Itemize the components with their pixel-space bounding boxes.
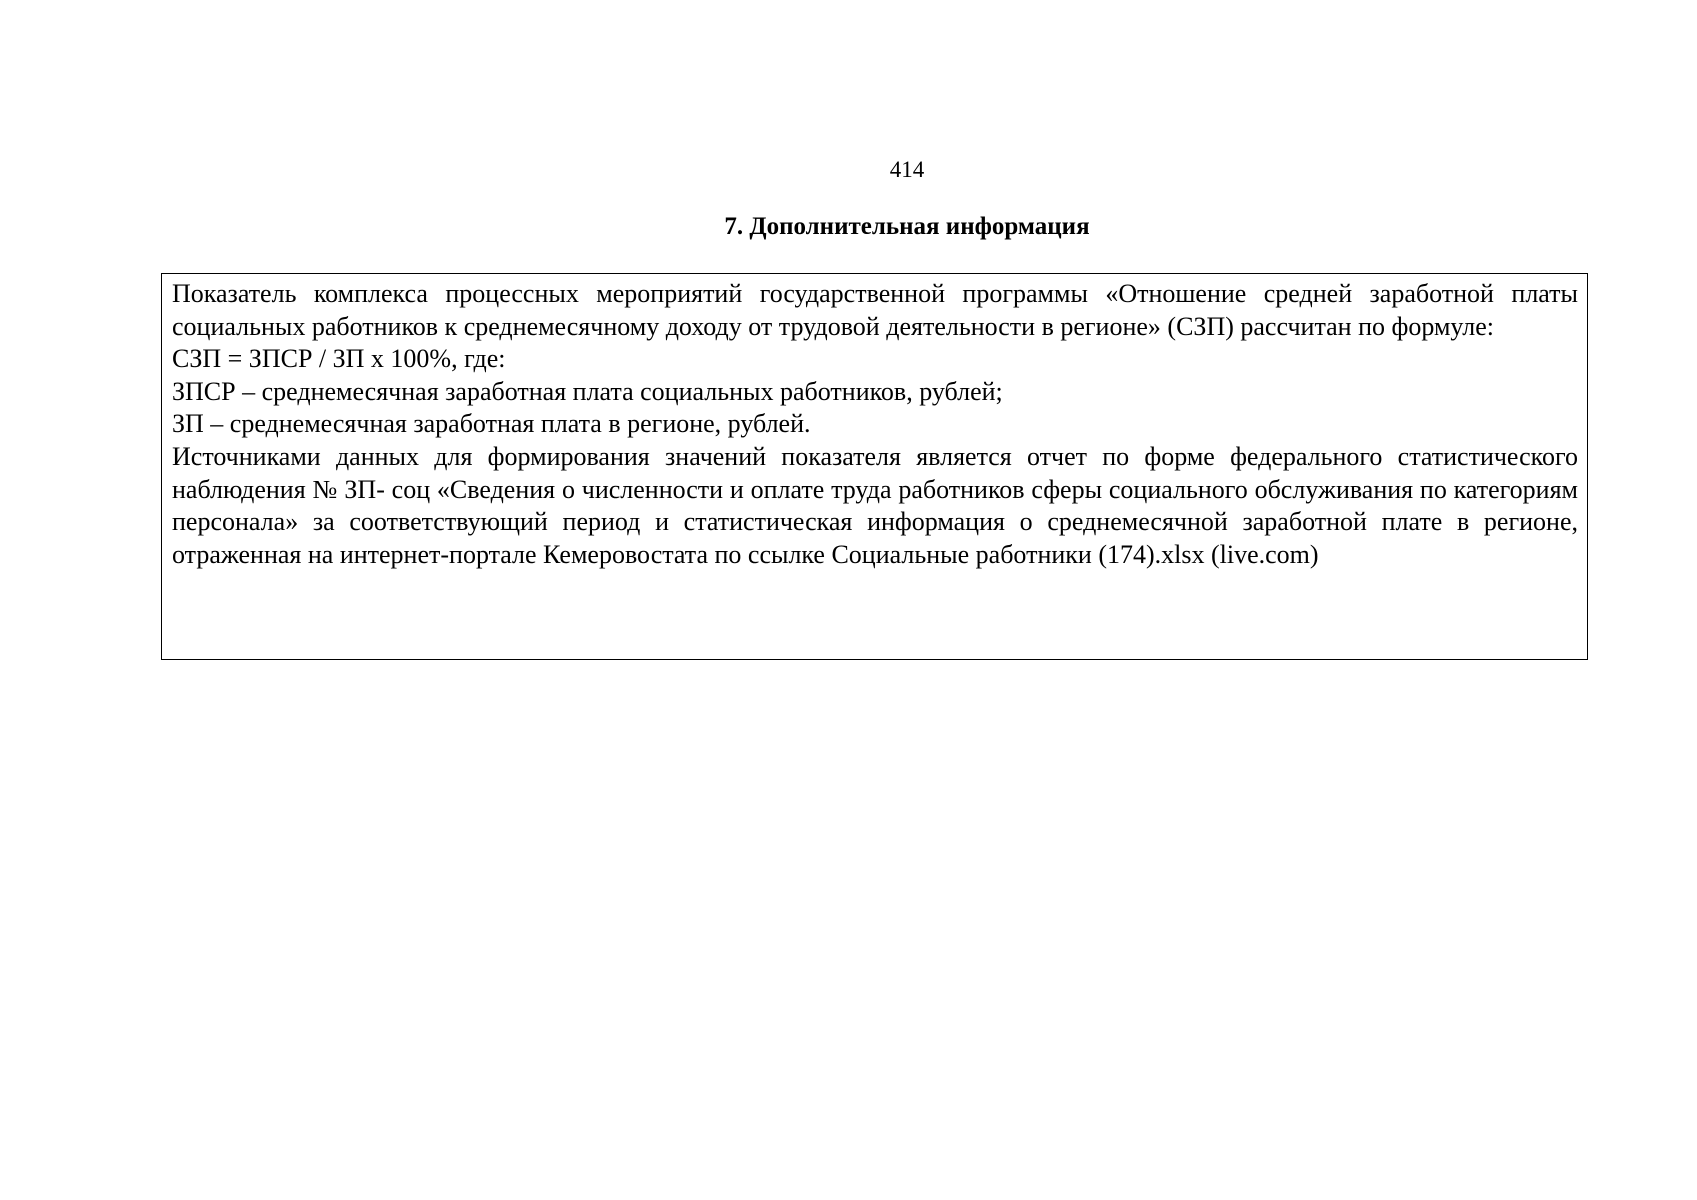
- intro-paragraph: Показатель комплекса процессных мероприятий государственной программы «Отношение средней заработной платы социальных работников к среднемесячному доходу от трудовой деятельности в регионе» (СЗП) рассчитан по формуле:: [172, 279, 1578, 341]
- additional-info-box: [161, 273, 1588, 660]
- formula-line: СЗП = ЗПСР / ЗП х 100%, где:: [172, 344, 506, 374]
- page-number: 414: [889, 157, 925, 182]
- definition-zp: ЗП – среднемесячная заработная плата в регионе, рублей.: [172, 409, 811, 439]
- definition-zpsr: ЗПСР – среднемесячная заработная плата социальных работников, рублей;: [172, 376, 1003, 406]
- sources-paragraph: Источниками данных для формирования значений показателя является отчет по форме федерального статистического наблюдения № ЗП- соц «Сведения о численности и оплате труда работников сферы социального обслуживания по категориям персонала» за соответствующий период и статистическая информация о среднемесячной заработной плате в регионе, отраженная на интернет-портале Кемеровостата по ссылке Социальные работники (174).xlsx (live.com): [172, 441, 1578, 569]
- section-title: 7. Дополнительная информация: [724, 213, 1090, 240]
